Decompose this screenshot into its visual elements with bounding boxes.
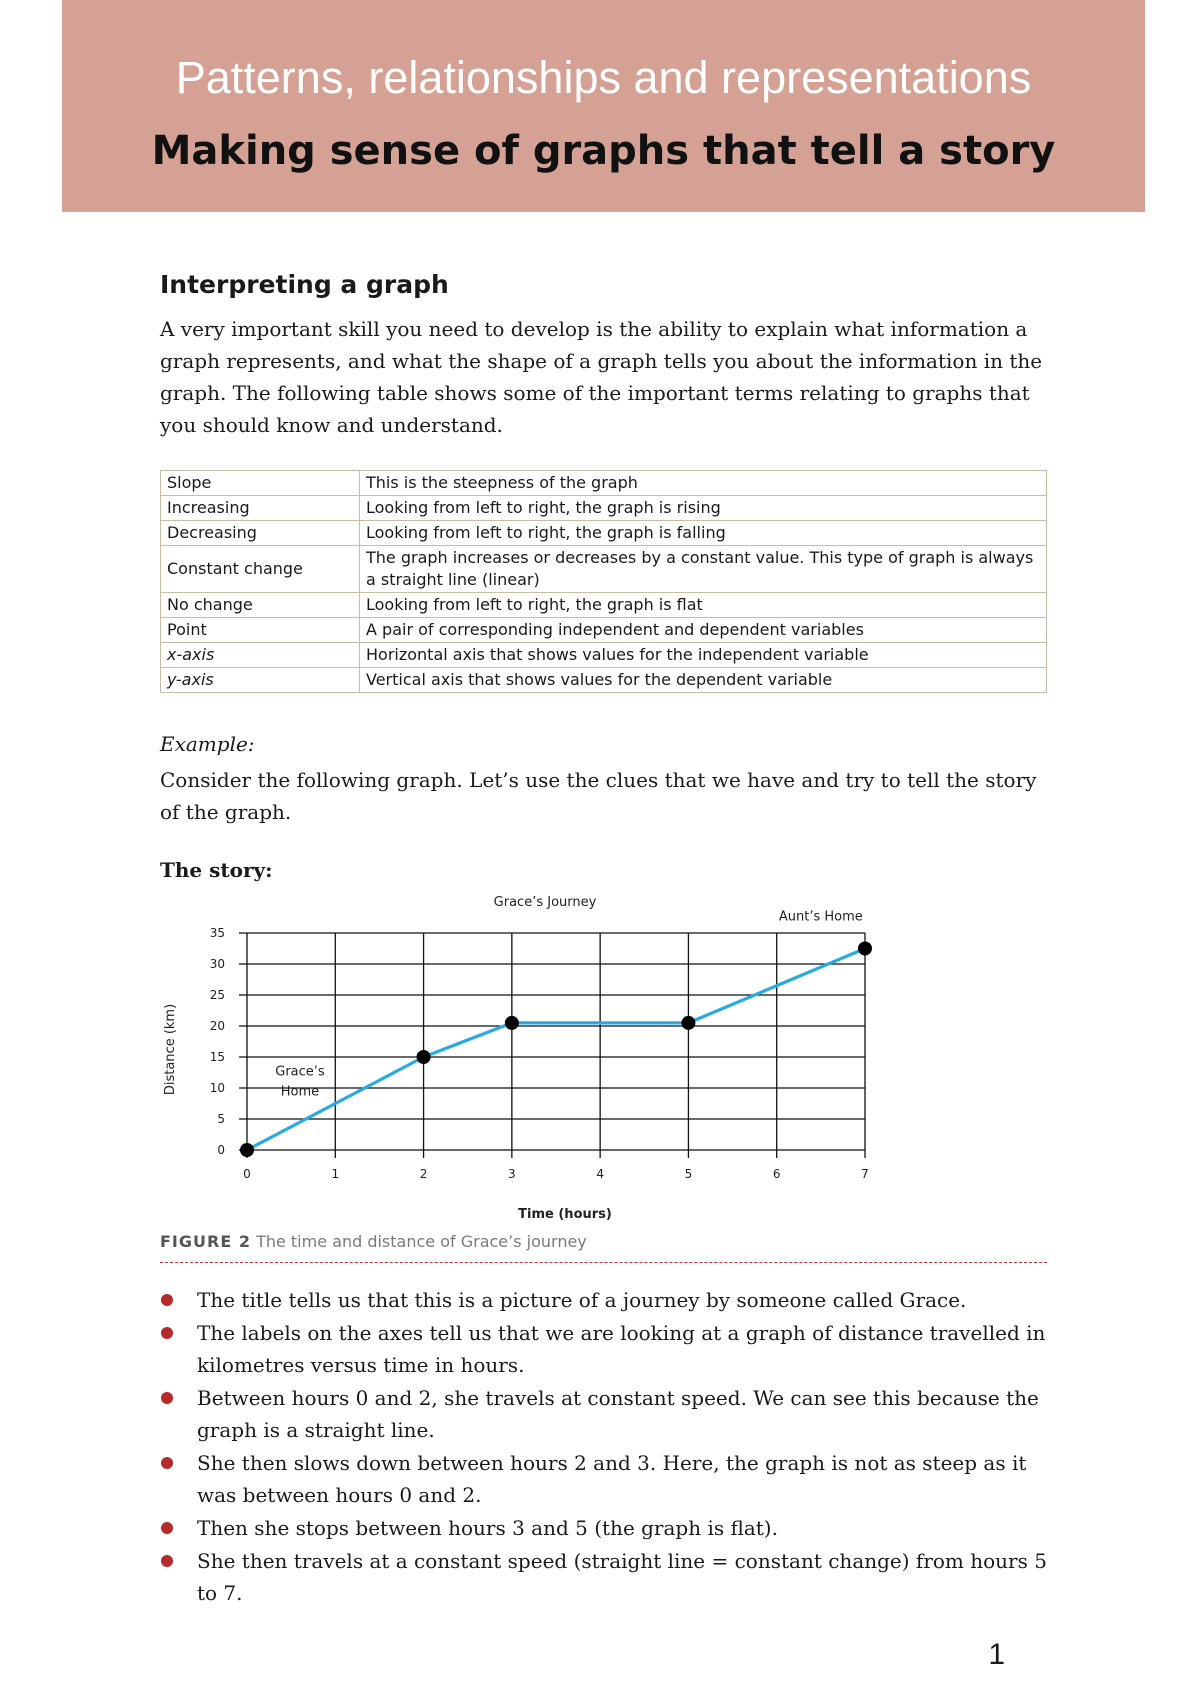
x-tick-label: 2 (419, 1167, 428, 1181)
data-point (417, 1050, 431, 1064)
bullet-icon (161, 1327, 173, 1339)
y-tick-label: 15 (209, 1050, 225, 1064)
definition-cell: Horizontal axis that shows values for the independent variable (360, 643, 1047, 668)
page-number: 1 (988, 1638, 1005, 1671)
annotation-aunts-home: Aunt’s Home (778, 909, 863, 925)
journey-chart (160, 885, 890, 1225)
example-label: Example: (160, 732, 255, 756)
y-tick-label: 0 (217, 1143, 225, 1157)
caption-text: The time and distance of Grace’s journey (256, 1232, 587, 1251)
y-tick-label: 20 (209, 1019, 225, 1033)
list-item (160, 1382, 1060, 1446)
definition-cell: Vertical axis that shows values for the dependent variable (360, 668, 1047, 693)
bullet-icon (161, 1457, 173, 1469)
y-tick-label: 10 (209, 1081, 225, 1095)
y-tick-label: 5 (217, 1112, 225, 1126)
term-cell: Constant change (161, 546, 360, 593)
data-point (858, 942, 872, 956)
section-heading: Interpreting a graph (160, 270, 449, 299)
term-cell: y-axis (161, 668, 360, 693)
bullet-icon (161, 1522, 173, 1534)
list-item (160, 1284, 1060, 1316)
bullet-icon (161, 1392, 173, 1404)
x-tick-label: 4 (596, 1167, 604, 1181)
data-point (505, 1016, 519, 1030)
list-item-text: She then travels at a constant speed (straight line = constant change) from hours 5 to 7. (197, 1549, 1047, 1605)
story-label: The story: (160, 858, 273, 882)
list-item-text: The labels on the axes tell us that we are looking at a graph of distance travelled in kilometres versus time in hours. (197, 1321, 1046, 1377)
example-text: Consider the following graph. Let’s use the clues that we have and try to tell the story of the graph. (160, 768, 1037, 824)
table-row (161, 521, 1047, 546)
data-point (681, 1016, 695, 1030)
term-cell: Slope (161, 471, 360, 496)
table-row (161, 618, 1047, 643)
caption-label: FIGURE 2 (160, 1232, 251, 1251)
page-subtitle: Making sense of graphs that tell a story (151, 128, 1056, 174)
list-item (160, 1545, 1060, 1609)
x-tick-label: 1 (331, 1167, 340, 1181)
list-item-text: Between hours 0 and 2, she travels at constant speed. We can see this because the graph is a straight line. (197, 1386, 1039, 1442)
intro-paragraph: A very important skill you need to develop is the ability to explain what information a graph represents, and what the shape of a graph tells you about the information in the graph. The following table shows some of the important terms relating to graphs that you should know and understand. (160, 317, 1043, 437)
x-tick-label: 7 (861, 1167, 869, 1181)
table-row (161, 643, 1047, 668)
bullet-icon (161, 1294, 173, 1306)
list-item (160, 1512, 1060, 1544)
y-tick-label: 35 (209, 926, 225, 940)
annotation-graces-home-line1: Grace’s (275, 1064, 325, 1080)
story-list (160, 1284, 1060, 1610)
y-tick-label: 25 (209, 988, 225, 1002)
definition-cell: Looking from left to right, the graph is falling (360, 521, 1047, 546)
list-item (160, 1447, 1060, 1511)
definition-cell: This is the steepness of the graph (360, 471, 1047, 496)
term-cell: Increasing (161, 496, 360, 521)
chart-title: Grace’s Journey (493, 895, 597, 910)
x-axis-label: Time (hours) (518, 1207, 612, 1222)
header-banner (62, 0, 1145, 212)
annotation-graces-home-line2: Home (280, 1084, 320, 1100)
x-tick-label: 6 (772, 1167, 781, 1181)
data-point (240, 1143, 254, 1157)
x-tick-label: 0 (243, 1167, 251, 1181)
list-item-text: Then she stops between hours 3 and 5 (the graph is flat). (197, 1516, 778, 1540)
y-tick-label: 30 (209, 957, 225, 971)
definition-cell: The graph increases or decreases by a constant value. This type of graph is always a straight line (linear) (360, 546, 1047, 593)
definition-cell: Looking from left to right, the graph is flat (360, 593, 1047, 618)
term-cell: Point (161, 618, 360, 643)
figure-caption (160, 1232, 587, 1251)
definition-cell: Looking from left to right, the graph is rising (360, 496, 1047, 521)
table-row (161, 496, 1047, 521)
term-cell: Decreasing (161, 521, 360, 546)
list-item-text: The title tells us that this is a picture of a journey by someone called Grace. (197, 1288, 967, 1312)
table-row (161, 471, 1047, 496)
x-tick-label: 5 (684, 1167, 693, 1181)
x-tick-label: 3 (508, 1167, 516, 1181)
terms-table (160, 470, 1047, 693)
list-item (160, 1317, 1060, 1381)
page-title: Patterns, relationships and representations (175, 52, 1032, 103)
table-row (161, 546, 1047, 593)
bullet-icon (161, 1555, 173, 1567)
term-cell: x-axis (161, 643, 360, 668)
dashed-divider (160, 1262, 1047, 1263)
list-item-text: She then slows down between hours 2 and 3. Here, the graph is not as steep as it was between hours 0 and 2. (197, 1451, 1027, 1507)
term-cell: No change (161, 593, 360, 618)
table-row (161, 668, 1047, 693)
table-row (161, 593, 1047, 618)
y-axis-label: Distance (km) (163, 1003, 178, 1096)
series-line (247, 949, 865, 1151)
definition-cell: A pair of corresponding independent and dependent variables (360, 618, 1047, 643)
